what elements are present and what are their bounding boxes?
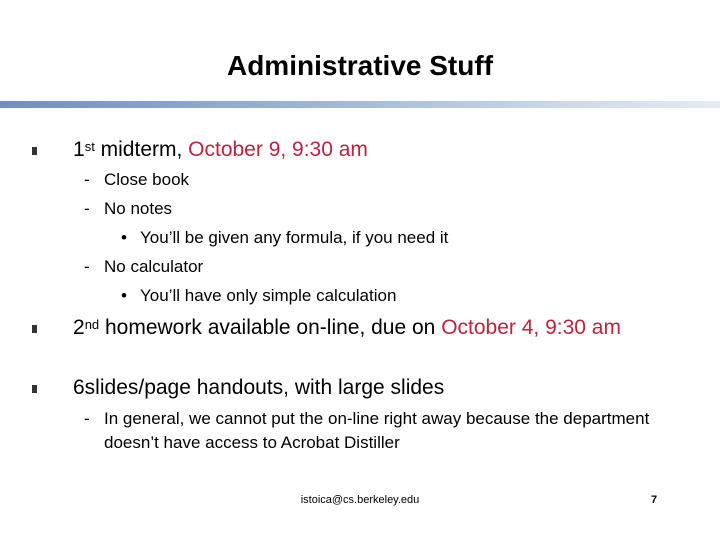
page-number: 7 <box>651 494 658 506</box>
dash-marker: - <box>84 409 90 428</box>
sub-sub-item-text: You’ll be given any formula, if you need it <box>140 228 449 247</box>
bullet-2-text <box>73 316 673 340</box>
bullet-2-label: homework available on-line, due on <box>99 316 442 339</box>
sub-item-text: In general, we cannot put the on-line right away because the department doesn’t have access to Acrobat Distiller <box>104 409 650 452</box>
bullet-1-number: 1 <box>73 138 85 161</box>
bullet-2-ordinal: nd <box>84 317 100 332</box>
sub-sub-item-text: You’ll have only simple calculation <box>140 286 397 305</box>
square-bullet-icon <box>32 147 37 155</box>
slide-title: Administrative Stuff <box>226 50 494 81</box>
bullet-1-ordinal: st <box>84 139 95 154</box>
bullet-1-highlight: October 9, 9:30 am <box>188 138 368 161</box>
square-bullet-icon <box>32 325 37 333</box>
sub-item-text: Close book <box>104 170 190 189</box>
dash-marker: - <box>84 170 90 189</box>
footer-email: istoica@cs.berkeley.edu <box>300 494 420 506</box>
dash-marker: - <box>84 199 90 218</box>
bullet-1-label: midterm, <box>94 138 189 161</box>
dash-marker: - <box>84 257 90 276</box>
title-divider <box>0 101 720 108</box>
dot-marker: • <box>121 228 127 247</box>
bullet-2-number: 2 <box>73 316 85 339</box>
bullet-1-text <box>73 138 368 162</box>
bullet-3-text: 6slides/page handouts, with large slides <box>73 376 445 399</box>
dot-marker: • <box>121 286 127 305</box>
sub-item-text: No calculator <box>104 257 204 276</box>
square-bullet-icon <box>32 385 37 393</box>
bullet-2-highlight: October 4, 9:30 am <box>441 316 621 339</box>
sub-item-text: No notes <box>104 199 173 218</box>
